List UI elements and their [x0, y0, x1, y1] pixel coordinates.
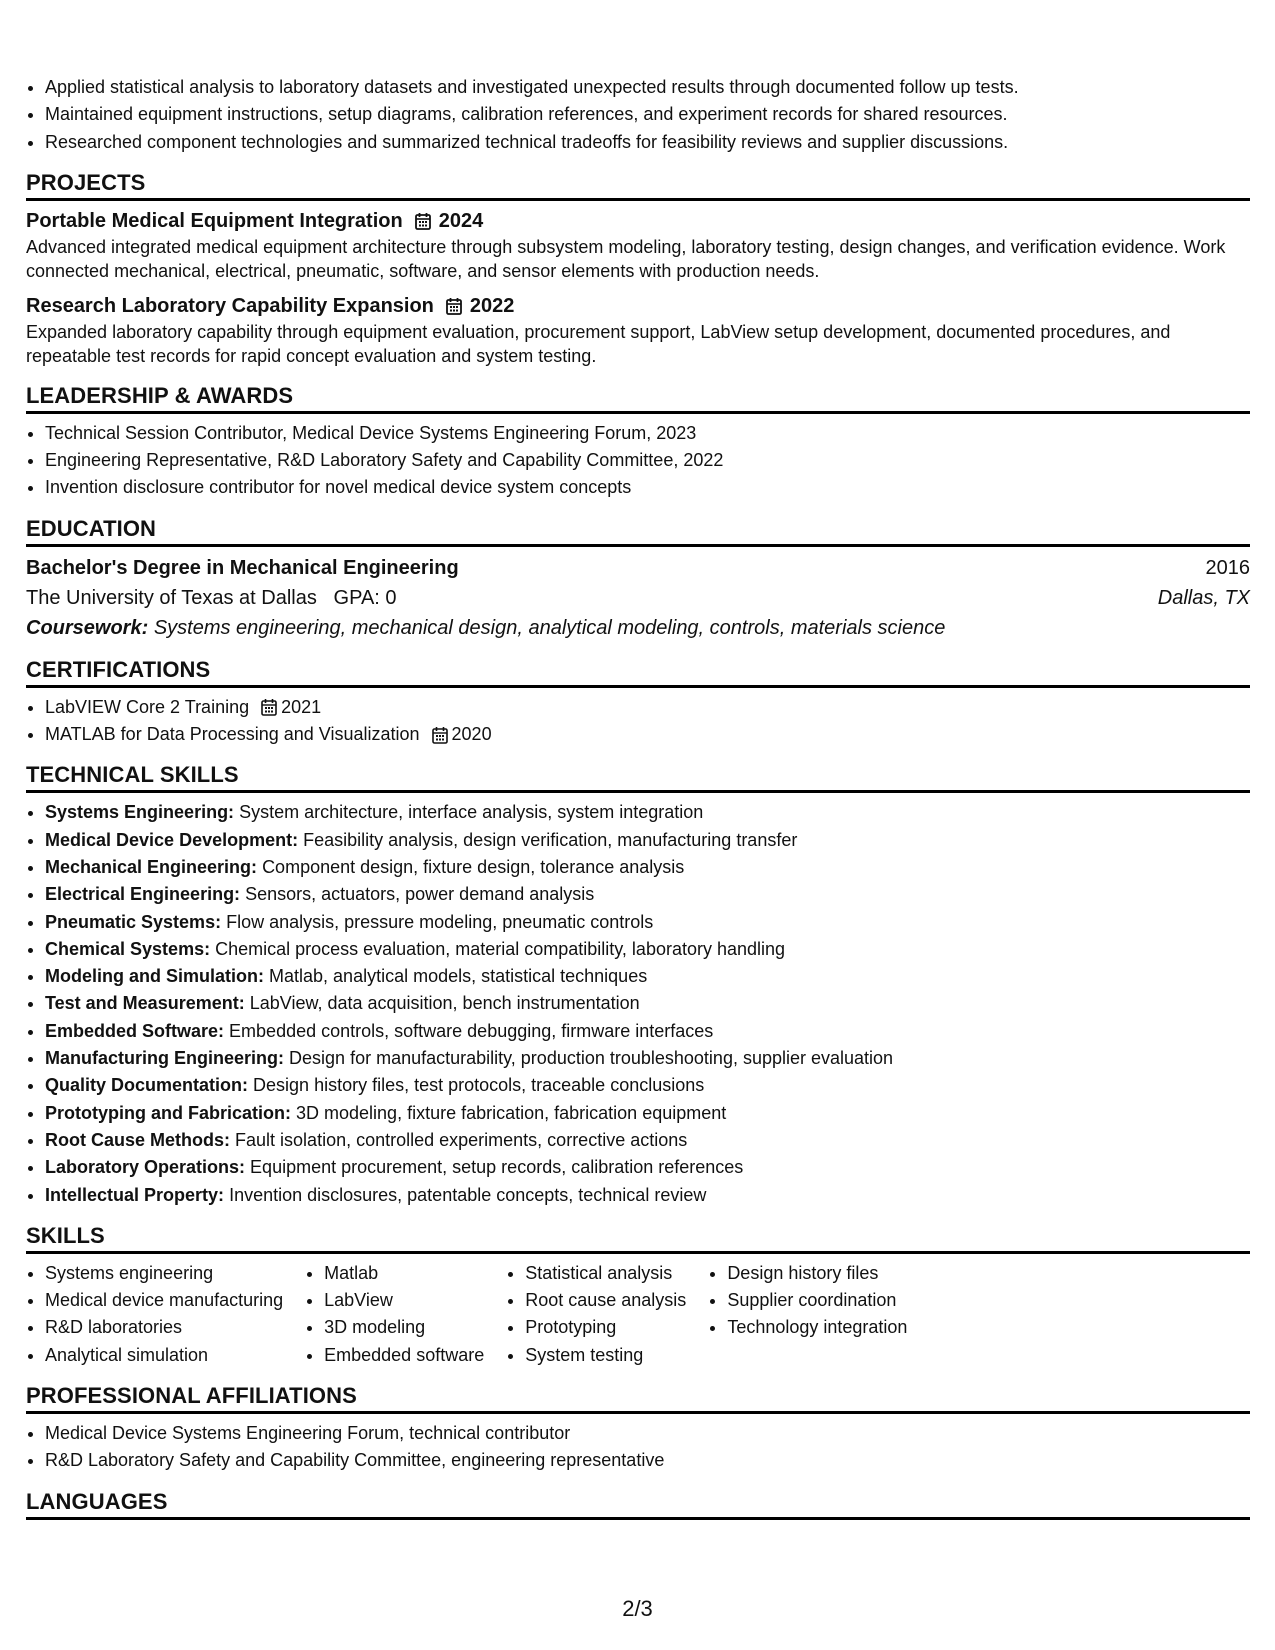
list-item — [45, 854, 1250, 881]
list-item: • R&D laboratories — [45, 1314, 283, 1341]
list-item: • Prototyping — [525, 1314, 686, 1341]
section-heading-affiliations: PROFESSIONAL AFFILIATIONS — [26, 1383, 1250, 1414]
skill-detail: Equipment procurement, setup records, calibration references — [250, 1157, 744, 1178]
coursework-text: Systems engineering, mechanical design, analytical modeling, controls, materials science — [153, 616, 946, 639]
list-item — [45, 1127, 1250, 1154]
list-item: • Design history files — [727, 1260, 907, 1287]
skill-detail: Chemical process evaluation, material compatibility, laboratory handling — [215, 938, 786, 959]
school-name: The University of Texas at Dallas — [26, 586, 317, 609]
leadership-list — [26, 420, 1250, 502]
list-item: • Matlab — [324, 1260, 484, 1287]
skills-column — [26, 1260, 283, 1369]
section-heading-education: EDUCATION — [26, 516, 1250, 547]
coursework-label: Coursework: — [26, 616, 149, 639]
list-item — [45, 827, 1250, 854]
section-heading-skills: SKILLS — [26, 1223, 1250, 1254]
list-item: • Engineering Representative, R&D Laboratory Safety and Capability Committee, 2022 — [45, 447, 1250, 474]
skill-category: Mechanical Engineering: — [45, 856, 258, 877]
project-title: Portable Medical Equipment Integration — [26, 209, 403, 232]
school-location: Dallas, TX — [1157, 586, 1250, 609]
technical-skills-list — [26, 799, 1250, 1208]
skill-detail: Feasibility analysis, design verification, manufacturing transfer — [303, 829, 798, 850]
education-school-row — [26, 583, 1250, 613]
skill-category: Modeling and Simulation: — [45, 966, 264, 987]
certification-name: • LabVIEW Core 2 Training — [45, 696, 250, 717]
section-heading-leadership: LEADERSHIP & AWARDS — [26, 383, 1250, 414]
certification-name: • MATLAB for Data Processing and Visualization — [45, 724, 420, 745]
skill-detail: Matlab, analytical models, statistical techniques — [269, 966, 648, 987]
list-item — [45, 1154, 1250, 1181]
list-item — [45, 1182, 1250, 1209]
list-item — [45, 909, 1250, 936]
list-item: • Embedded software — [324, 1342, 484, 1369]
list-item — [45, 1018, 1250, 1045]
section-heading-projects: PROJECTS — [26, 170, 1250, 201]
calendar-icon — [432, 726, 448, 744]
list-item: • Root cause analysis — [525, 1287, 686, 1314]
list-item: • Researched component technologies and summarized technical tradeoffs for feasibility reviews and supplier discussions. — [45, 129, 1250, 156]
skill-detail: Component design, fixture design, tolerance analysis — [262, 856, 685, 877]
list-item — [45, 881, 1250, 908]
skill-category: Prototyping and Fabrication: — [45, 1102, 291, 1123]
list-item: • 3D modeling — [324, 1314, 484, 1341]
certification-year: 2020 — [451, 724, 492, 745]
skill-detail: LabView, data acquisition, bench instrumentation — [249, 993, 640, 1014]
coursework — [26, 613, 1250, 643]
calendar-icon — [415, 212, 431, 230]
skill-category: Chemical Systems: — [45, 938, 211, 959]
list-item — [45, 694, 1250, 721]
list-item: • Medical device manufacturing — [45, 1287, 283, 1314]
skill-category: Medical Device Development: — [45, 829, 299, 850]
skill-detail: Sensors, actuators, power demand analysis — [245, 884, 595, 905]
section-heading-certifications: CERTIFICATIONS — [26, 657, 1250, 688]
skill-detail: Embedded controls, software debugging, firmware interfaces — [229, 1020, 714, 1041]
project-description: Advanced integrated medical equipment architecture through subsystem modeling, laboratory testing, design changes, and verification evidence. Work connected mechanical, electrical, pneumatic, software, and sensor elements with production needs. — [26, 236, 1226, 282]
resume-page — [26, 74, 1250, 1526]
gpa: GPA: 0 — [333, 586, 397, 609]
degree-year: 2016 — [1205, 556, 1250, 579]
project-year: 2024 — [438, 209, 484, 232]
skills-column — [708, 1260, 907, 1369]
list-item: • Technology integration — [727, 1314, 907, 1341]
skill-category: Manufacturing Engineering: — [45, 1048, 285, 1069]
list-item — [45, 1072, 1250, 1099]
skill-category: Test and Measurement: — [45, 993, 245, 1014]
project-year: 2022 — [469, 294, 515, 317]
list-item: • System testing — [525, 1342, 686, 1369]
list-item: • Analytical simulation — [45, 1342, 283, 1369]
skill-detail: Fault isolation, controlled experiments, corrective actions — [235, 1129, 688, 1150]
list-item — [45, 1100, 1250, 1127]
project-title-row — [26, 292, 1250, 320]
list-item: • Invention disclosure contributor for novel medical device system concepts — [45, 474, 1250, 501]
list-item — [45, 963, 1250, 990]
list-item: • Systems engineering — [45, 1260, 283, 1287]
list-item: • LabView — [324, 1287, 484, 1314]
list-item — [45, 1045, 1250, 1072]
skill-category: Laboratory Operations: — [45, 1157, 246, 1178]
list-item: • Maintained equipment instructions, setup diagrams, calibration references, and experiment records for shared resources. — [45, 101, 1250, 128]
certification-year: 2021 — [281, 696, 322, 717]
certification — [45, 721, 1250, 748]
skill-detail: System architecture, interface analysis, system integration — [239, 802, 704, 823]
school-line — [26, 583, 397, 613]
skills-grid — [26, 1260, 1250, 1369]
list-item — [45, 936, 1250, 963]
certification — [45, 694, 1250, 721]
skill-category: Intellectual Property: — [45, 1184, 225, 1205]
skill-detail: 3D modeling, fixture fabrication, fabrication equipment — [296, 1102, 727, 1123]
list-item: • R&D Laboratory Safety and Capability Committee, engineering representative — [45, 1447, 1250, 1474]
skill-category: Systems Engineering: — [45, 802, 235, 823]
skill-detail: Invention disclosures, patentable concepts, technical review — [229, 1184, 707, 1205]
list-item: • Medical Device Systems Engineering Forum, technical contributor — [45, 1420, 1250, 1447]
list-item: • Technical Session Contributor, Medical Device Systems Engineering Forum, 2023 — [45, 420, 1250, 447]
experience-bullets — [26, 74, 1250, 156]
affiliations-list — [26, 1420, 1250, 1475]
list-item: • Statistical analysis — [525, 1260, 686, 1287]
skill-category: Embedded Software: — [45, 1020, 225, 1041]
project-title-row — [26, 207, 1250, 235]
list-item — [45, 799, 1250, 826]
list-item — [45, 721, 1250, 748]
list-item: • Supplier coordination — [727, 1287, 907, 1314]
section-heading-languages: LANGUAGES — [26, 1489, 1250, 1520]
education-degree-row — [26, 553, 1250, 583]
skill-category: Pneumatic Systems: — [45, 911, 222, 932]
skill-detail: Design history files, test protocols, traceable conclusions — [253, 1075, 705, 1096]
project-description: Expanded laboratory capability through equipment evaluation, procurement support, LabView setup development, documented procedures, and repeatable test records for rapid concept evaluation and system testing. — [26, 321, 1171, 367]
section-heading-technical-skills: TECHNICAL SKILLS — [26, 762, 1250, 793]
skill-detail: Flow analysis, pressure modeling, pneumatic controls — [226, 911, 654, 932]
skills-column — [506, 1260, 686, 1369]
skill-category: Quality Documentation: — [45, 1075, 249, 1096]
calendar-icon — [446, 297, 462, 315]
skill-category: Electrical Engineering: — [45, 884, 241, 905]
degree-title: Bachelor's Degree in Mechanical Engineering — [26, 556, 459, 579]
list-item — [45, 990, 1250, 1017]
certifications-list — [26, 694, 1250, 749]
skills-column — [305, 1260, 484, 1369]
project-title: Research Laboratory Capability Expansion — [26, 294, 434, 317]
skill-category: Root Cause Methods: — [45, 1129, 231, 1150]
skill-detail: Design for manufacturability, production troubleshooting, supplier evaluation — [289, 1048, 894, 1069]
calendar-icon — [261, 698, 277, 716]
page-number: 2/3 — [622, 1596, 653, 1621]
list-item: • Applied statistical analysis to laboratory datasets and investigated unexpected results through documented follow up tests. — [45, 74, 1250, 101]
